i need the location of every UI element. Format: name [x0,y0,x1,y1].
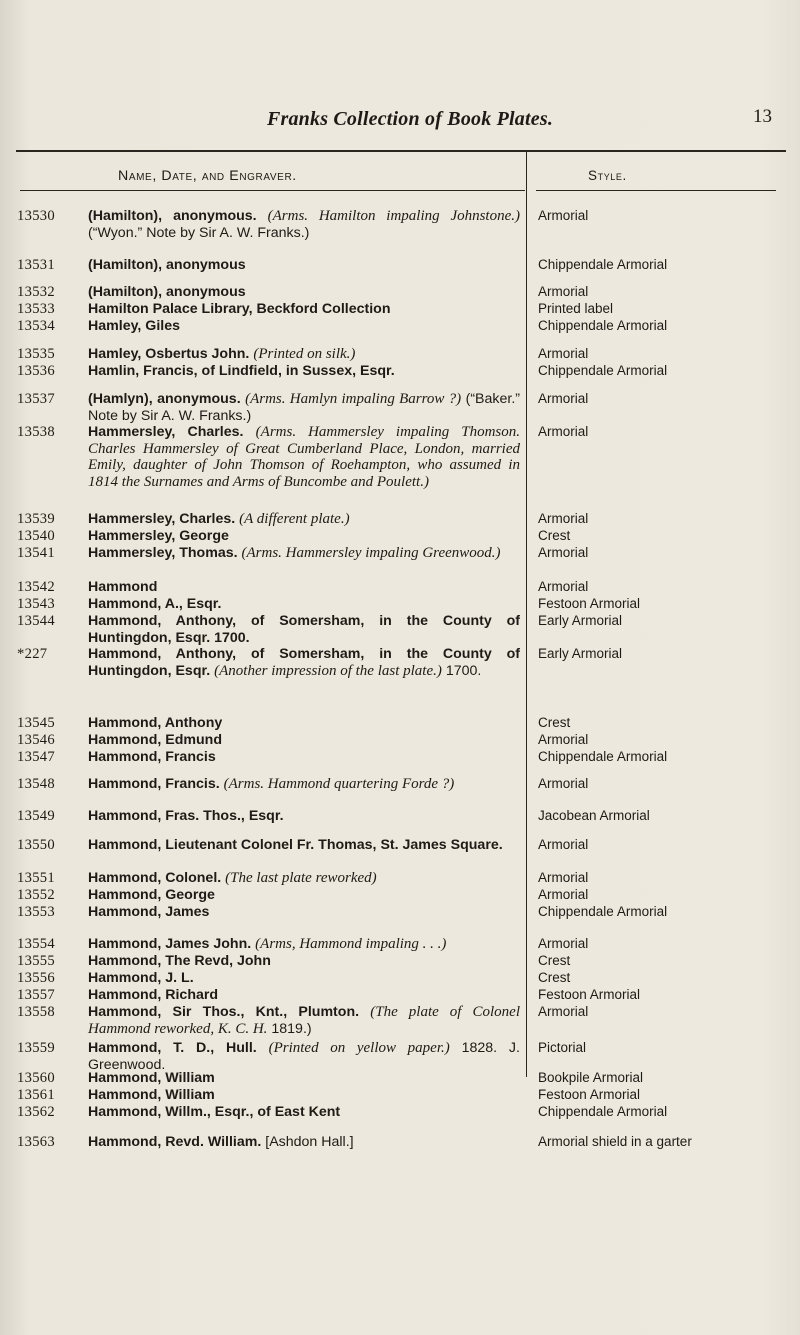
entry-name-tail: (“Baker.” Note by Sir A. W. Franks.) [88,391,520,424]
entry-number: 13551 [17,870,55,886]
entry-name [88,936,520,953]
entry-name-note: (Arms, Hammond impaling . . .) [255,936,447,952]
entry-number: 13554 [17,936,55,952]
entry-name-note: (Arms. Hamilton impaling Johnstone.) [267,208,521,224]
header-rule-left [20,190,525,191]
entry-style: Chippendale Armorial [538,257,668,272]
entry-name-main: Hammond, George [88,887,215,903]
entry-style: Armorial [538,1004,589,1019]
entry-style: Armorial [538,545,589,560]
entry-name [88,318,520,335]
entry-number: 13538 [17,424,55,440]
entry-name-main: Hammond, Francis. [88,776,220,792]
entry-name [88,363,520,380]
entry-name-main: Hammond, James John. [88,936,252,952]
entry-name [88,511,520,528]
entry-name-tail: 1828. J. Greenwood. [88,1040,520,1073]
entry-number: 13548 [17,776,55,792]
entry-name-note: (Arms. Hammersley impaling Greenwood.) [241,545,501,561]
entry-name-main: Hammond, Edmund [88,732,222,748]
entry-name-main: Hammond, Anthony, of Somersham, in the County of Huntingdon, Esqr. 1700. [88,613,520,646]
entry-name-main: Hammond, A., Esqr. [88,596,222,612]
entry-name-note: (Arms. Hammersley impaling Thomson. Charles Hammersley of Great Cumberland Place, London, married Emily, daughter of John Thomson of Roehampton, who assumed in 1814 the Surnames and Arms of Buncombe and Poulett.) [88,424,520,490]
entry-name [88,776,520,793]
entry-number: 13556 [17,970,55,986]
entry-name-main: Hammond, Lieutenant Colonel Fr. Thomas, St. James Square. [88,837,503,853]
entry-name [88,424,520,490]
entry-style: Armorial [538,936,589,951]
entry-style: Festoon Armorial [538,987,641,1002]
entry-name [88,1070,520,1087]
entry-name-main: Hammond, J. L. [88,970,194,986]
entry-style: Armorial [538,837,589,852]
entry-style: Crest [538,528,571,543]
entry-name [88,528,520,545]
entry-number: 13532 [17,284,55,300]
entry-name-main: Hammersley, Charles. [88,511,236,527]
entry-number: 13560 [17,1070,55,1086]
entry-style: Armorial [538,208,589,223]
entry-name-note: (A different plate.) [239,511,350,527]
entry-name-note: (Printed on yellow paper.) [268,1040,450,1056]
entry-style: Chippendale Armorial [538,318,668,333]
entry-style: Early Armorial [538,613,623,628]
entry-number: 13534 [17,318,55,334]
entry-name [88,208,520,241]
entry-style: Armorial shield in a garter [538,1134,692,1149]
entry-name [88,391,520,424]
entry-number: 13549 [17,808,55,824]
entry-style: Crest [538,715,571,730]
entry-number: 13533 [17,301,55,317]
entry-name [88,887,520,904]
entry-number: 13536 [17,363,55,379]
entry-number: 13561 [17,1087,55,1103]
entry-number: 13535 [17,346,55,362]
entry-name-main: Hammond, Anthony [88,715,223,731]
entry-style: Festoon Armorial [538,596,641,611]
header-rule-right [536,190,776,191]
entry-name-main: Hammond, T. D., Hull. [88,1040,257,1056]
entry-style: Armorial [538,284,589,299]
entry-style: Armorial [538,776,589,791]
entry-name [88,953,520,970]
entry-name-main: Hamley, Osbertus John. [88,346,250,362]
column-header-style: Style. [588,168,627,183]
entry-name [88,613,520,646]
entry-number: 13539 [17,511,55,527]
entry-name-main: Hammond, Colonel. [88,870,222,886]
entry-name-main: Hammond, William [88,1087,215,1103]
entry-number: 13543 [17,596,55,612]
entry-name-main: Hammond, Anthony, of Somersham, in the County of Huntingdon, Esqr. [88,646,520,679]
entry-number: 13553 [17,904,55,920]
entry-style: Armorial [538,511,589,526]
entry-number: *227 [17,646,48,662]
entry-name-tail: 1819.) [271,1020,312,1037]
entry-number: 13550 [17,837,55,853]
entry-number: 13562 [17,1104,55,1120]
entry-name-main: Hammond, Richard [88,987,219,1003]
entry-name [88,837,520,854]
entry-name-main: (Hamilton), anonymous. [88,208,257,224]
entry-style: Chippendale Armorial [538,363,668,378]
entry-name [88,646,520,679]
entry-name-main: Hamley, Giles [88,318,181,334]
entry-style: Printed label [538,301,614,316]
entry-name-main: Hammond [88,579,158,595]
entry-name-main: Hammersley, Thomas. [88,545,238,561]
entry-style: Chippendale Armorial [538,749,668,764]
entry-name-main: Hammond, Revd. William. [88,1134,262,1150]
entry-name [88,732,520,749]
entry-name-note: (Arms. Hammond quartering Forde ?) [223,776,455,792]
entry-name-tail: (“Wyon.” Note by Sir A. W. Franks.) [88,224,310,241]
entry-name-main: Hammond, Francis [88,749,216,765]
entry-name-main: Hammersley, Charles. [88,424,244,440]
entry-number: 13547 [17,749,55,765]
entry-name [88,987,520,1004]
entry-name [88,301,520,318]
entry-number: 13544 [17,613,55,629]
entry-style: Crest [538,953,571,968]
entry-style: Armorial [538,391,589,406]
entry-number: 13555 [17,953,55,969]
entry-style: Bookpile Armorial [538,1070,644,1085]
entry-name [88,1134,520,1151]
entry-name [88,870,520,887]
entry-number: 13542 [17,579,55,595]
entry-name-main: Hammond, The Revd, John [88,953,271,969]
entry-style: Pictorial [538,1040,587,1055]
entry-style: Festoon Armorial [538,1087,641,1102]
entry-style: Armorial [538,870,589,885]
entry-number: 13541 [17,545,55,561]
column-divider [526,152,527,1077]
entry-name [88,284,520,301]
entry-name [88,749,520,766]
entry-style: Chippendale Armorial [538,904,668,919]
entry-name [88,257,520,274]
entry-name [88,715,520,732]
entry-name-main: Hamilton Palace Library, Beckford Collection [88,301,391,317]
entry-name-main: Hammond, Fras. Thos., Esqr. [88,808,284,824]
entry-number: 13531 [17,257,55,273]
entry-name [88,1004,520,1037]
entry-name-main: (Hamlyn), anonymous. [88,391,241,407]
entry-name-note: (The last plate reworked) [225,870,377,886]
entry-style: Armorial [538,887,589,902]
entry-name-tail: 1700. [445,662,482,679]
top-rule [16,150,786,152]
entry-style: Crest [538,970,571,985]
column-header-name: Name, Date, and Engraver. [118,168,297,184]
entry-number: 13558 [17,1004,55,1020]
page-number: 13 [753,106,772,127]
entry-number: 13563 [17,1134,55,1150]
entry-number: 13545 [17,715,55,731]
entry-name-main: (Hamilton), anonymous [88,257,246,273]
entry-name-note: (Printed on silk.) [253,346,356,362]
running-head: Franks Collection of Book Plates. [266,108,554,130]
entry-name [88,808,520,825]
entry-name [88,1087,520,1104]
entry-style: Chippendale Armorial [538,1104,668,1119]
entry-name-main: Hammersley, George [88,528,229,544]
entry-name-main: Hammond, Sir Thos., Knt., Plumton. [88,1004,360,1020]
entry-number: 13546 [17,732,55,748]
entry-style: Armorial [538,579,589,594]
entry-number: 13559 [17,1040,55,1056]
entry-style: Early Armorial [538,646,623,661]
entry-name [88,346,520,363]
entry-number: 13540 [17,528,55,544]
entry-name [88,970,520,987]
entry-name [88,545,520,562]
entry-number: 13552 [17,887,55,903]
entry-name [88,596,520,613]
entry-name-tail: [Ashdon Hall.] [265,1134,354,1150]
entry-number: 13537 [17,391,55,407]
entry-style: Armorial [538,424,589,439]
entry-name [88,904,520,921]
entry-style: Armorial [538,732,589,747]
entry-style: Armorial [538,346,589,361]
entry-name [88,579,520,596]
entry-name-main: Hammond, Willm., Esqr., of East Kent [88,1104,341,1120]
entry-style: Jacobean Armorial [538,808,650,823]
entry-name-note: (Arms. Hamlyn impaling Barrow ?) [245,391,462,407]
entry-name-main: Hamlin, Francis, of Lindfield, in Sussex, Esqr. [88,363,395,379]
entry-name [88,1040,520,1073]
entry-number: 13530 [17,208,55,224]
entry-name-note: (Another impression of the last plate.) [214,662,442,679]
entry-number: 13557 [17,987,55,1003]
entry-name [88,1104,520,1121]
entry-name-main: Hammond, William [88,1070,215,1086]
entry-name-note: (The plate of Colonel Hammond reworked, K. C. H. [88,1004,520,1037]
entry-name-main: Hammond, James [88,904,210,920]
entry-name-main: (Hamilton), anonymous [88,284,246,300]
